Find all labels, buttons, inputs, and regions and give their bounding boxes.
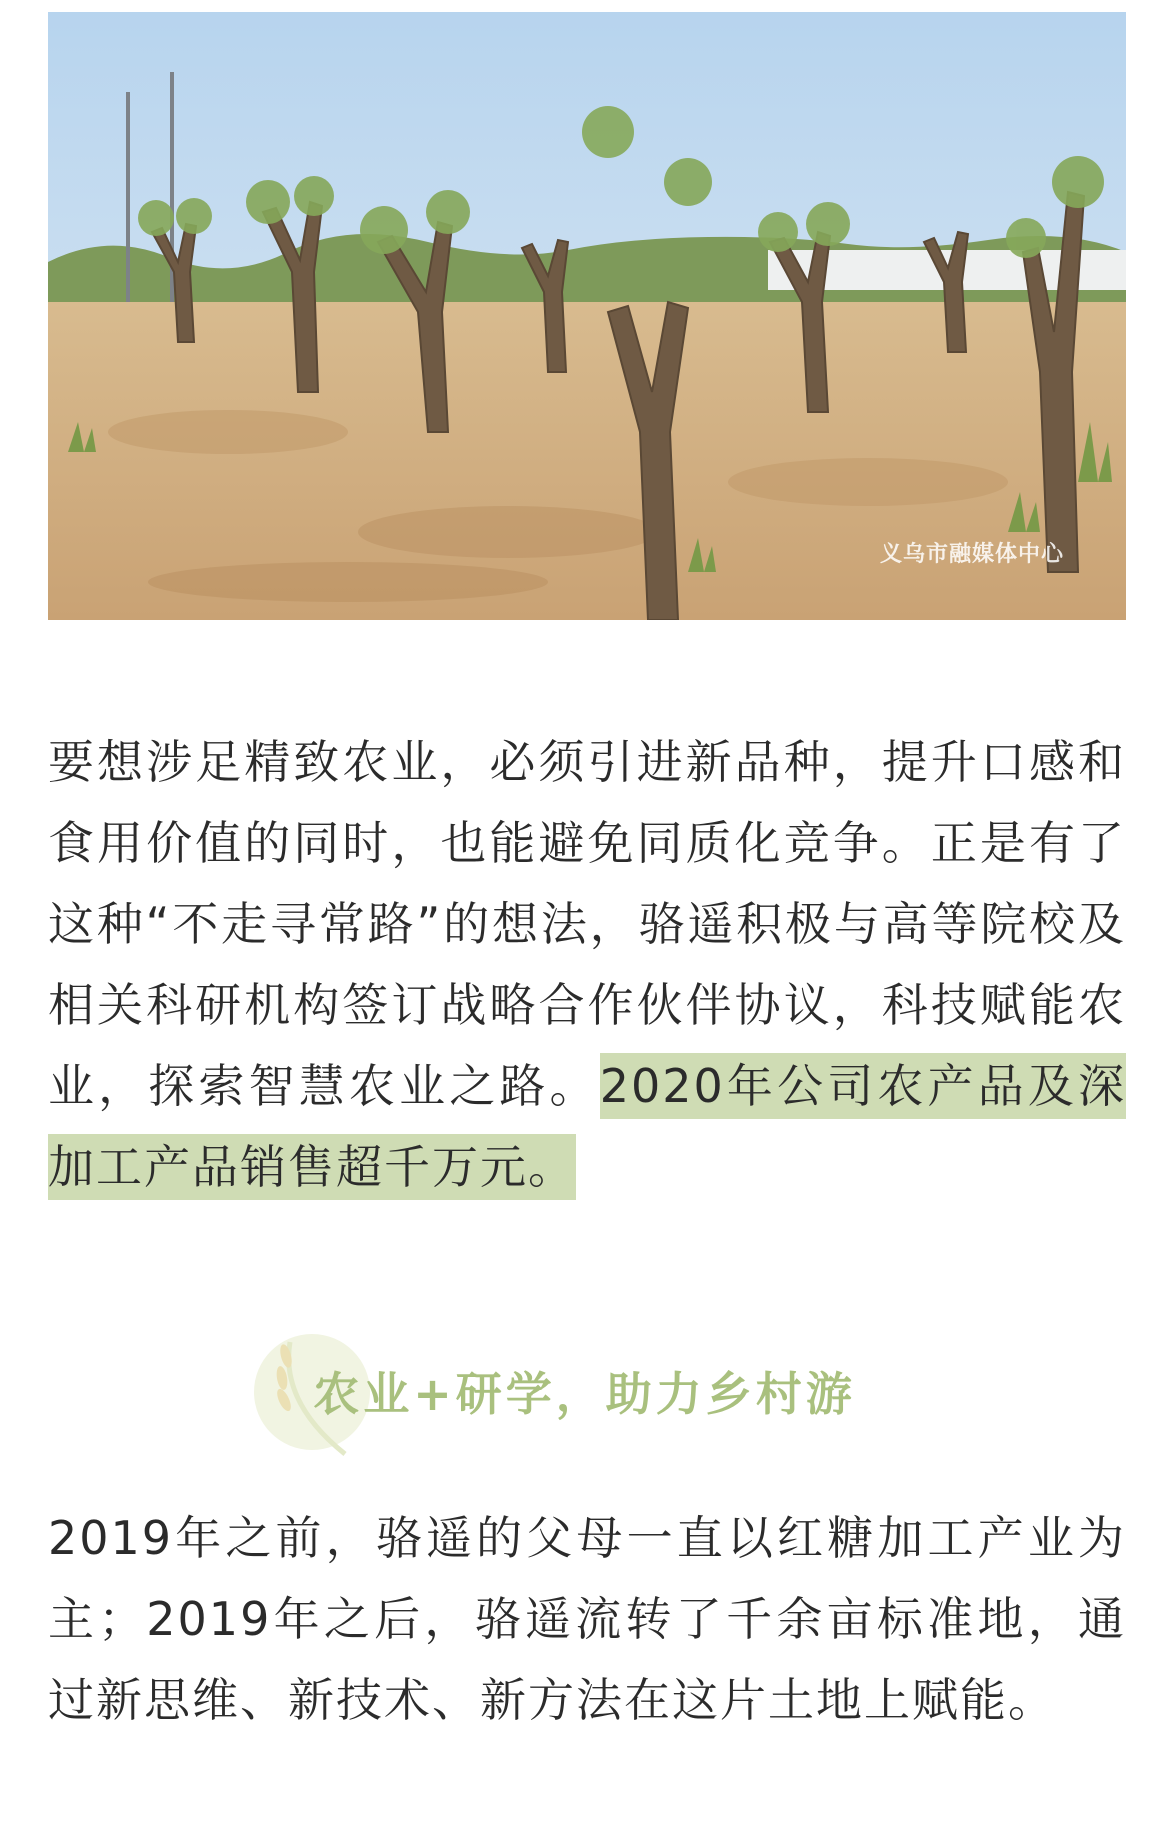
section-heading: [0, 1322, 1169, 1462]
paragraph-2: 2019年之前，骆遥的父母一直以红糖加工产业为主；2019年之后，骆遥流转了千余亩标准地，通过新思维、新技术、新方法在这片土地上赋能。: [48, 1511, 1126, 1727]
photo-watermark: 义乌市融媒体中心: [879, 542, 1064, 567]
section-title: 农业+研学，助力乡村游: [313, 1367, 856, 1421]
highlighted-sales-text: 2020年公司农产品及深加工产品销售超千万元。: [48, 1053, 1126, 1200]
paragraph-1-text: 要想涉足精致农业，必须引进新品种，提升口感和食用价值的同时，也能避免同质化竞争。正是有了这种“不走寻常路”的想法，骆遥积极与高等院校及相关科研机构签订战略合作伙伴协议，科技赋能农业，探索智慧农业之路。: [48, 735, 1126, 1113]
orchard-photo: [48, 12, 1126, 620]
paragraph-1: [48, 722, 1126, 1208]
orchard-illustration: [48, 12, 1126, 620]
